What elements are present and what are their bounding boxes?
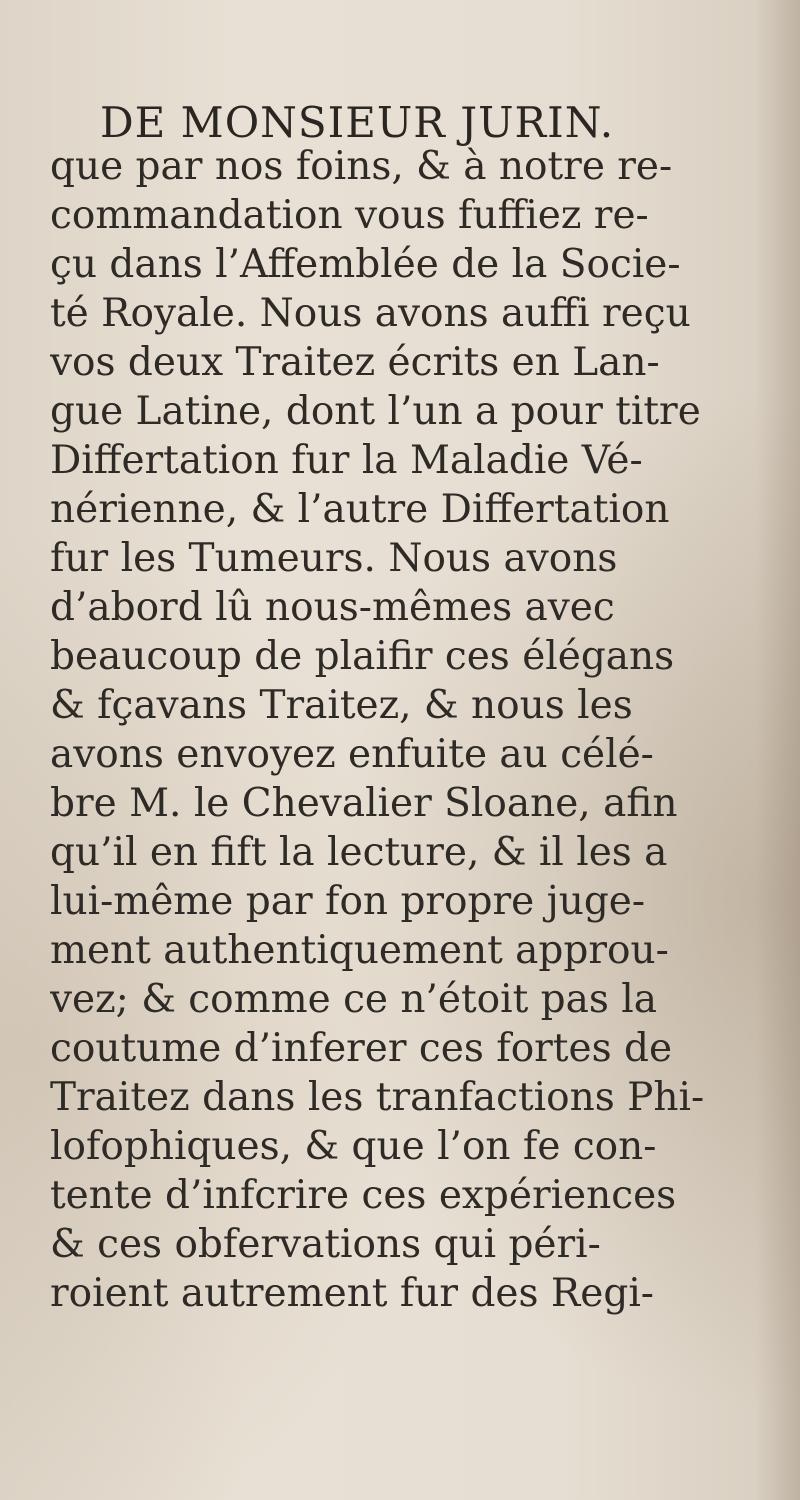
- text-line: vez; & comme ce n’étoit pas la: [50, 977, 658, 1022]
- page-edge-shadow: [755, 0, 800, 1500]
- running-head: DE MONSIEUR JURIN.: [100, 98, 615, 147]
- text-line: d’abord lû nous-mêmes avec: [50, 585, 615, 630]
- text-line: tente d’infcrire ces expériences: [50, 1173, 677, 1218]
- text-line: qu’il en fift la lecture, & il les a: [50, 830, 668, 875]
- text-line: & ces obfervations qui péri-: [50, 1222, 601, 1267]
- text-line: lofophiques, & que l’on fe con-: [50, 1124, 657, 1169]
- text-line: Differtation fur la Maladie Vé-: [50, 438, 643, 483]
- text-line: ment authentiquement approu-: [50, 928, 669, 973]
- body-text: [50, 142, 750, 1318]
- text-line: vos deux Traitez écrits en Lan-: [50, 340, 660, 385]
- text-line: roient autrement fur des Regi-: [50, 1271, 654, 1316]
- text-line: beaucoup de plaifir ces élégans: [50, 634, 675, 679]
- text-line: lui-même par fon propre juge-: [50, 879, 646, 924]
- text-line: que par nos foins, & à notre re-: [50, 144, 673, 189]
- text-line: çu dans l’Affemblée de la Socie-: [50, 242, 681, 287]
- text-line: & fçavans Traitez, & nous les: [50, 683, 633, 728]
- text-line: bre M. le Chevalier Sloane, afin: [50, 781, 678, 826]
- text-line: fur les Tumeurs. Nous avons: [50, 536, 618, 581]
- text-line: té Royale. Nous avons auffi reçu: [50, 291, 691, 336]
- text-line: nérienne, & l’autre Differtation: [50, 487, 670, 532]
- text-line: coutume d’inferer ces fortes de: [50, 1026, 673, 1071]
- text-line: Traitez dans les tranfactions Phi-: [50, 1075, 705, 1120]
- text-line: gue Latine, dont l’un a pour titre: [50, 389, 701, 434]
- text-line: avons envoyez enfuite au célé-: [50, 732, 654, 777]
- text-line: commandation vous fuffiez re-: [50, 193, 649, 238]
